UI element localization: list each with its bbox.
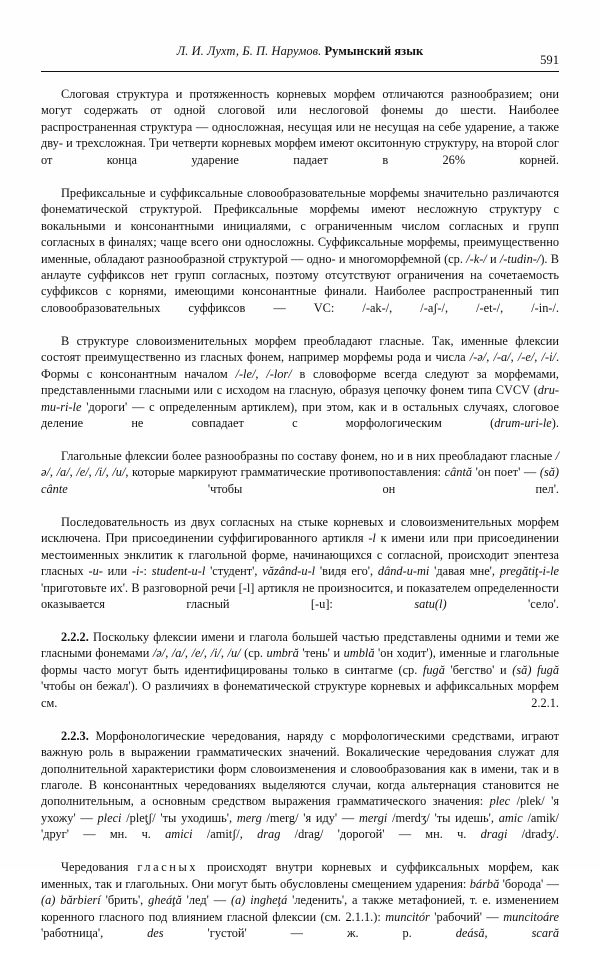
paragraph-syllable-structure: Слоговая структура и протяженность корневых морфем отличаются разнообразием; они могут содержать от одной слоговой или неслоговой фонемы до шести. Наиболее распространенная структура — односложная, несущая или не несущая на себе ударение, а также дву- и трехсложная. Три четверти корневых морфем имеют окситонную структуру, на второй слог от конца ударение падает в 26% корней. bbox=[41, 87, 559, 167]
page-number: 591 bbox=[540, 53, 559, 67]
running-head-title: Румынский язык bbox=[324, 44, 424, 58]
paragraph-verbal-inflections: Глагольные флексии более разнообразны по составу фонем, но и в них преобладают гласные /ə/, /a/, /e/, /i/, /u/, которые маркируют грамматические противопоставления: cântă 'он поет' — (să) cânte 'чтобы он пел'. bbox=[41, 448, 560, 496]
running-head-authors: Л. И. Лухт, Б. П. Нарумов. bbox=[176, 44, 322, 58]
paragraph-inflection-vowels: В структуре словоизменительных морфем преобладают гласные. Так, именные флексии состоят преимущественно из гласных фонем, например морфемы рода и числа /-ə/, /-a/, /-e/, /-i/. Формы с консонантным началом /-le/, /-lor/ в словоформе всегда следуют за морфемами, представленными гласными или с исходом на гласную, образуя цепочку фонем типа CVCV (dru-mu-ri-le 'дороги' — с определенным артиклем), при этом, как и в остальных случаях, слоговое деление не совпадает с морфологическим (drum-uri-le). bbox=[41, 333, 560, 431]
paragraph-affix-structure: Префиксальные и суффиксальные словообразовательные морфемы значительно различаются фонематической структурой. Префиксальные морфемы имеют несложную структуру с вокальными и консонантными инициалями, с ограниченным числом согласных и групп согласных в финалях; чаще всего они односложны. Суффиксальные морфемы, преимущественно именные, обладают разнообразной структурой — одно- и многоморфемной (ср. /-k-/ и /-tudin-/). В анлауте суффиксов нет групп согласных, поэтому отсутствуют ограничения на сочетаемость суффиксов с корнями, имеющими консонантные финали. Наиболее распространенный тип словообразовательных суффиксов — VC: /-ak-/, /-aʃ-/, /-et-/, /-in-/. bbox=[41, 185, 559, 315]
paragraph-vowel-alternations: Чередования гласных происходят внутри корневых и суффиксальных морфем, как именных, так и глагольных. Они могут быть обусловлены смещением ударения: bárbă 'борода' — (a) bărbierí 'брить', gheáţă 'лед' — (a) ingheţá 'леденить', а также метафонией, т. е. изменением коренного гласного под влиянием гласной флексии (см. 2.1.1.): muncitór 'рабочий' — muncitoáre 'работница', des 'густой' — ж. р. deásă, scară bbox=[41, 860, 559, 941]
running-head bbox=[41, 44, 559, 68]
paragraph-epenthesis: Последовательность из двух согласных на стыке корневых и словоизменительных морфем исключена. При присоединении суффигированного артикля -l к имени или при присоединении местоименных энклитик к глагольной форме, начинающихся с согласной, происходит эпентеза гласных -u- или -i-: student-u-l 'студент', văzând-u-l 'видя его', dând-u-mi 'давая мне', pregătiţ-i-le 'приготовьте их'. В разговорной речи [-l] артикля не произносится, и показателем определенности оказывается гласный [-u]: satu(l) 'село'. bbox=[41, 514, 559, 612]
header-rule bbox=[41, 71, 559, 72]
paragraph-section-2-2-2: 2.2.2. Поскольку флексии имени и глагола большей частью представлены одними и теми же гласными фонемами /ə/, /a/, /e/, /i/, /u/ (ср. umbră 'тень' и umblă 'он ходит'), именные и глагольные формы часто могут быть идентифицированы только в синтагме (ср. fugă 'бегство' и (să) fugă 'чтобы он бежал'). О различиях в фонематической структуре корневых и аффиксальных морфем см. 2.2.1. bbox=[41, 629, 560, 710]
running-head-text bbox=[177, 44, 424, 59]
paragraph-section-2-2-3: 2.2.3. Морфонологические чередования, наряду с морфологическими средствами, играют важную роль в выражении грамматических значений. Вокалические чередования служат для дополнительной характеристики форм словоизменения и словообразования как в имени, так и в глаголе. В консонантных чередованиях выделяются случаи, когда альтернация становится не дополнительным, а основным средством выражения грамматического значения: plec /plek/ 'я ухожу' — pleci /pleţʃ/ 'ты уходишь', merg /merg/ 'я иду' — mergi /merdʒ/ 'ты идешь', amic /amik/ 'друг' — мн. ч. amici /amitʃ/, drag /drag/ 'дорогой' — мн. ч. dragi /dradʒ/. bbox=[41, 728, 560, 842]
body-text bbox=[41, 86, 559, 958]
